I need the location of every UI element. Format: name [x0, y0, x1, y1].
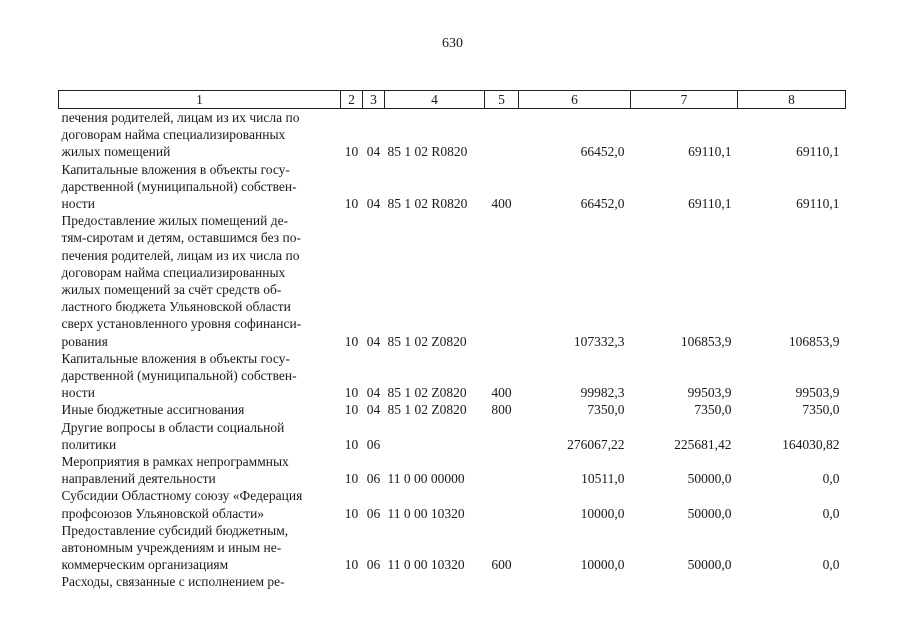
section-code: 10: [344, 333, 359, 349]
section-code: 10: [344, 402, 359, 418]
description-line: Иные бюджетные ассигнования: [61, 402, 245, 418]
description-line: Мероприятия в рамках непрограммных: [61, 454, 289, 470]
header-col-5: 5: [485, 91, 519, 109]
header-col-1: 1: [59, 91, 341, 109]
amount-col-7: 69110,1: [688, 144, 732, 160]
row-description: [59, 419, 341, 453]
target-article-code: 85 1 02 Z0820: [387, 385, 467, 401]
row-description: [59, 401, 341, 418]
amount-col-6: 10000,0: [580, 557, 625, 573]
description-line: ности: [61, 196, 95, 212]
section-code: [341, 573, 363, 590]
description-line: Субсидии Областному союзу «Федерация: [61, 488, 303, 504]
description-line: Другие вопросы в области социальной: [61, 419, 285, 435]
amount-col-8: [738, 573, 846, 590]
expense-type-code: 400: [491, 196, 512, 212]
description-line: рования: [61, 333, 108, 349]
subsection-code: 04: [366, 385, 381, 401]
header-row: [59, 91, 846, 109]
amount-col-7: 50000,0: [687, 505, 732, 521]
amount-col-7: 106853,9: [680, 333, 732, 349]
subsection-code: 04: [366, 402, 381, 418]
amount-col-6: 66452,0: [580, 196, 625, 212]
description-line: сверх установленного уровня софинанси-: [61, 316, 302, 332]
subsection-code: 04: [366, 144, 381, 160]
table-row: [59, 401, 846, 418]
budget-table: [58, 90, 846, 591]
table-row: [59, 109, 846, 161]
amount-col-7: 50000,0: [687, 557, 732, 573]
description-line: жилых помещений: [61, 144, 171, 160]
subsection-code: 04: [366, 196, 381, 212]
amount-col-6: 10000,0: [580, 505, 625, 521]
table-row: [59, 453, 846, 487]
header-col-6: 6: [519, 91, 631, 109]
row-description: [59, 522, 341, 574]
subsection-code: 06: [366, 471, 381, 487]
row-description: [59, 212, 341, 350]
amount-col-6: 276067,22: [567, 436, 625, 452]
amount-col-8: 7350,0: [802, 402, 840, 418]
description-line: Капитальные вложения в объекты госу-: [61, 161, 290, 177]
expense-type-code: [485, 487, 519, 521]
amount-col-7: 225681,42: [674, 436, 732, 452]
header-col-2: 2: [341, 91, 363, 109]
page-number: 630: [442, 36, 463, 51]
subsection-code: [363, 573, 385, 590]
subsection-code: 06: [366, 436, 381, 452]
amount-col-8: 69110,1: [796, 144, 840, 160]
table-body: [59, 109, 846, 591]
description-line: профсоюзов Ульяновской области»: [61, 505, 265, 521]
subsection-code: 06: [366, 557, 381, 573]
row-description: [59, 453, 341, 487]
table-row: [59, 350, 846, 402]
description-line: печения родителей, лицам из их числа по: [61, 110, 300, 125]
amount-col-8: 164030,82: [782, 436, 840, 452]
table-row: [59, 522, 846, 574]
amount-col-8: 106853,9: [788, 333, 840, 349]
amount-col-7: 69110,1: [688, 196, 732, 212]
header-col-8: 8: [738, 91, 846, 109]
section-code: 10: [344, 196, 359, 212]
amount-col-8: 0,0: [822, 557, 840, 573]
description-line: автономным учреждениям и иным не-: [61, 540, 282, 556]
target-article-code: 85 1 02 Z0820: [387, 402, 467, 418]
table-row: [59, 161, 846, 213]
description-line: Предоставление субсидий бюджетным,: [61, 522, 289, 538]
table-row: [59, 419, 846, 453]
target-article-code: [385, 419, 485, 453]
description-line: договорам найма специализированных: [61, 264, 286, 280]
description-line: направлений деятельности: [61, 471, 216, 487]
amount-col-7: 50000,0: [687, 471, 732, 487]
amount-col-6: 107332,3: [573, 333, 625, 349]
section-code: 10: [344, 505, 359, 521]
row-description: [59, 573, 341, 590]
table-row: [59, 573, 846, 590]
expense-type-code: 800: [491, 402, 512, 418]
table-row: [59, 212, 846, 350]
expense-type-code: [485, 419, 519, 453]
description-line: дарственной (муниципальной) собствен-: [61, 368, 297, 384]
subsection-code: 04: [366, 333, 381, 349]
target-article-code: 85 1 02 R0820: [387, 144, 468, 160]
amount-col-7: [631, 573, 738, 590]
amount-col-8: 69110,1: [796, 196, 840, 212]
header-col-3: 3: [363, 91, 385, 109]
target-article-code: 85 1 02 Z0820: [387, 333, 467, 349]
expense-type-code: 400: [491, 385, 512, 401]
target-article-code: [385, 573, 485, 590]
description-line: политики: [61, 436, 117, 452]
description-line: Расходы, связанные с исполнением ре-: [61, 574, 285, 590]
description-line: договорам найма специализированных: [61, 127, 286, 143]
amount-col-6: 7350,0: [587, 402, 625, 418]
description-line: печения родителей, лицам из их числа по: [61, 247, 300, 263]
amount-col-8: 0,0: [822, 471, 840, 487]
section-code: 10: [344, 557, 359, 573]
amount-col-7: 99503,9: [687, 385, 732, 401]
header-col-4: 4: [385, 91, 485, 109]
row-description: [59, 350, 341, 402]
amount-col-7: 7350,0: [694, 402, 732, 418]
header-col-7: 7: [631, 91, 738, 109]
amount-col-6: 99982,3: [580, 385, 625, 401]
row-description: [59, 109, 341, 161]
description-line: тям-сиротам и детям, оставшимся без по-: [61, 230, 301, 246]
target-article-code: 11 0 00 10320: [387, 557, 465, 573]
amount-col-6: 66452,0: [580, 144, 625, 160]
amount-col-6: [519, 573, 631, 590]
section-code: 10: [344, 144, 359, 160]
expense-type-code: [485, 573, 519, 590]
target-article-code: 11 0 00 10320: [387, 505, 465, 521]
amount-col-6: 10511,0: [581, 471, 625, 487]
description-line: дарственной (муниципальной) собствен-: [61, 178, 297, 194]
target-article-code: 85 1 02 R0820: [387, 196, 468, 212]
target-article-code: 11 0 00 00000: [387, 471, 465, 487]
section-code: 10: [344, 471, 359, 487]
expense-type-code: [485, 212, 519, 350]
description-line: ности: [61, 385, 95, 401]
description-line: Предоставление жилых помещений де-: [61, 213, 289, 229]
table-row: [59, 487, 846, 521]
subsection-code: 06: [366, 505, 381, 521]
row-description: [59, 487, 341, 521]
amount-col-8: 0,0: [822, 505, 840, 521]
description-line: коммерческим организациям: [61, 557, 229, 573]
description-line: Капитальные вложения в объекты госу-: [61, 350, 290, 366]
row-description: [59, 161, 341, 213]
description-line: ластного бюджета Ульяновской области: [61, 299, 291, 315]
section-code: 10: [344, 436, 359, 452]
expense-type-code: [485, 109, 519, 161]
amount-col-8: 99503,9: [795, 385, 840, 401]
expense-type-code: [485, 453, 519, 487]
expense-type-code: 600: [491, 557, 512, 573]
description-line: жилых помещений за счёт средств об-: [61, 282, 282, 298]
section-code: 10: [344, 385, 359, 401]
